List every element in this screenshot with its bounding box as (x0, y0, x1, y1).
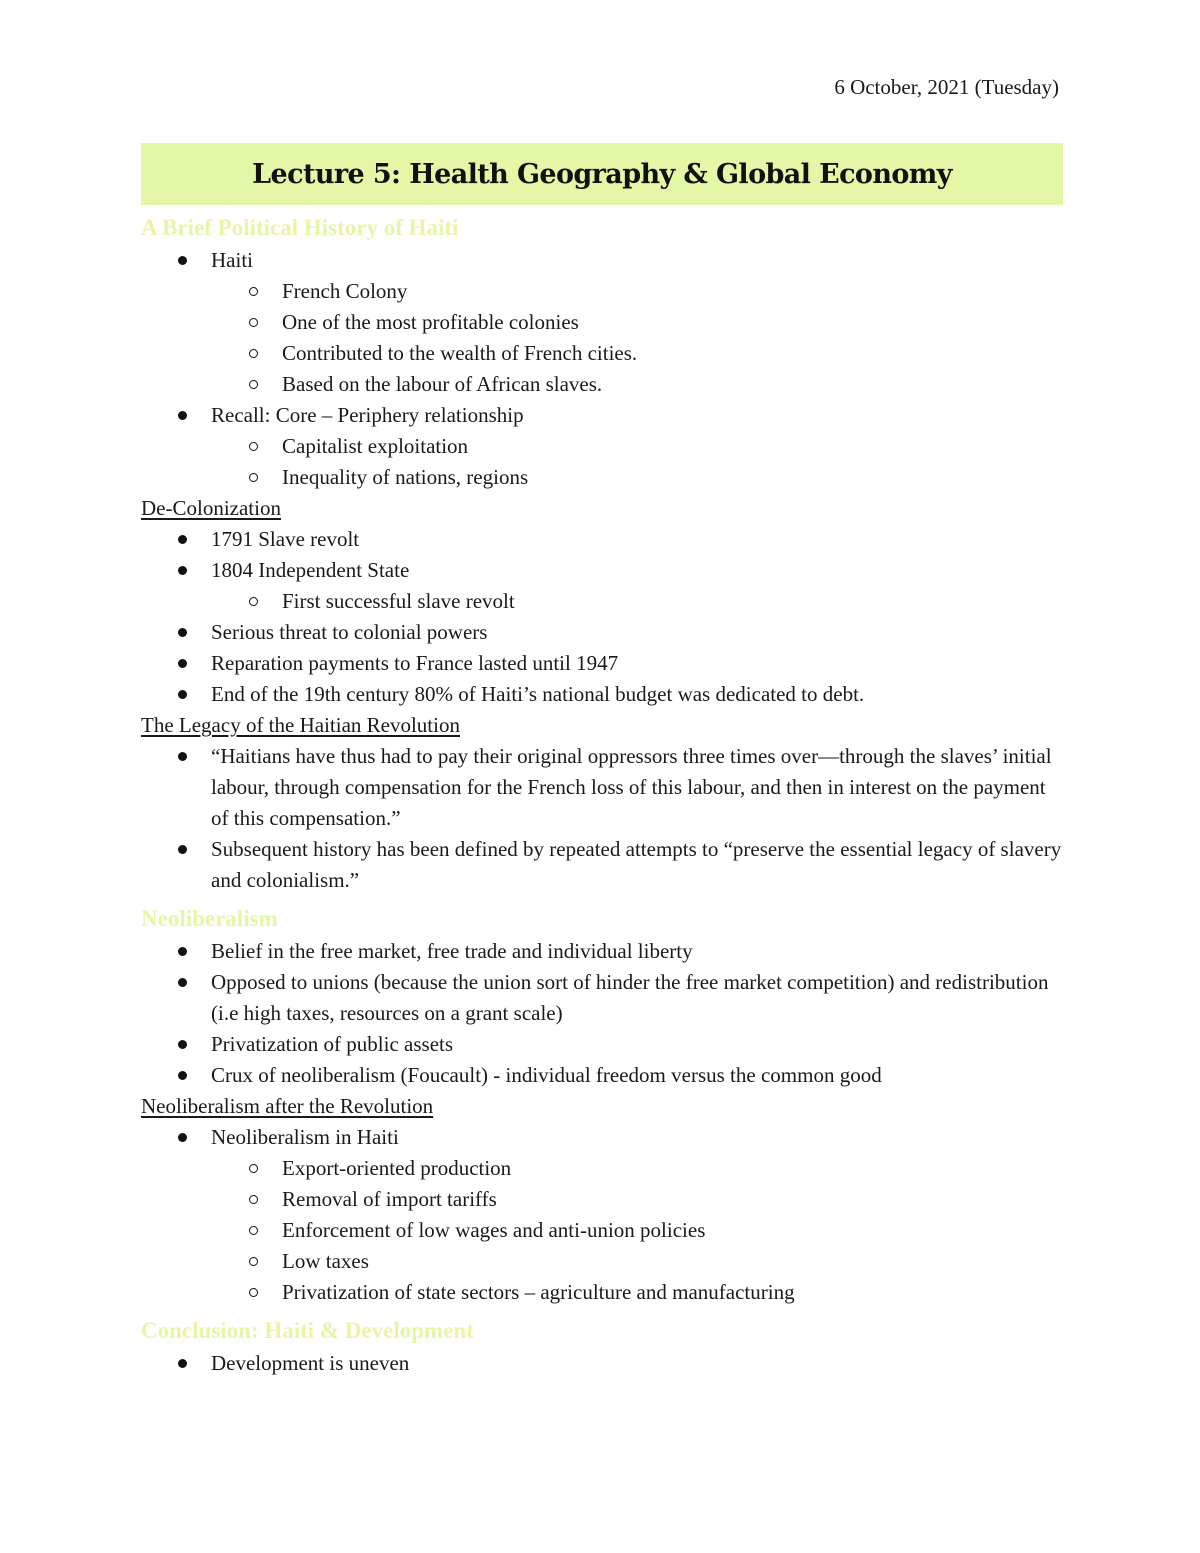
title-banner (141, 143, 1063, 205)
sub-list-item (282, 1184, 1063, 1215)
list-item-text: Belief in the free market, free trade and individual liberty (211, 939, 693, 963)
list-item-text: Haiti (211, 248, 253, 272)
hollow-bullet-icon (249, 380, 258, 389)
sub-list-item-text: First successful slave revolt (282, 589, 515, 613)
sub-list-item (282, 276, 1063, 307)
bullet-icon (178, 947, 187, 956)
hollow-bullet-icon (249, 473, 258, 482)
list-item-text: 1791 Slave revolt (211, 527, 360, 551)
sub-list-item-text: Inequality of nations, regions (282, 465, 529, 489)
sub-list-item-text: Export-oriented production (282, 1156, 512, 1180)
list-item (211, 1029, 1063, 1060)
list-item-text: Opposed to unions (because the union sort of hinder the free market competition) and redistribution (i.e high taxes, resources on a grant scale) (211, 970, 1049, 1025)
sub-list-item (282, 431, 1063, 462)
sub-heading-legacy: The Legacy of the Haitian Revolution (141, 713, 460, 737)
sub-list-item (282, 307, 1063, 338)
list-item-text: 1804 Independent State (211, 558, 410, 582)
bullet-icon (178, 659, 187, 668)
bullet-icon (178, 1040, 187, 1049)
section-heading-history: A Brief Political History of Haiti (141, 215, 459, 240)
hollow-bullet-icon (249, 1226, 258, 1235)
bullet-icon (178, 1133, 187, 1142)
section-history (141, 211, 1063, 493)
list-item (211, 967, 1063, 1029)
hollow-bullet-icon (249, 287, 258, 296)
hollow-bullet-icon (249, 1288, 258, 1297)
list-conclusion (141, 1348, 1063, 1379)
sub-list-item (282, 1277, 1063, 1308)
list-item (211, 741, 1063, 834)
sub-list-item (282, 369, 1063, 400)
section-after-revolution (141, 1091, 1063, 1308)
bullet-icon (178, 256, 187, 265)
section-decolonization (141, 493, 1063, 710)
list-item (211, 617, 1063, 648)
section-neoliberalism (141, 902, 1063, 1091)
bullet-icon (178, 1359, 187, 1368)
sub-list-item-text: One of the most profitable colonies (282, 310, 579, 334)
section-conclusion (141, 1314, 1063, 1379)
hollow-bullet-icon (249, 597, 258, 606)
list-item (211, 245, 1063, 276)
list-item-text: Reparation payments to France lasted until 1947 (211, 651, 619, 675)
bullet-icon (178, 566, 187, 575)
list-item (211, 648, 1063, 679)
sub-list (211, 276, 1063, 400)
list-neoliberalism (141, 936, 1063, 1091)
list-item (211, 679, 1063, 710)
section-heading-neoliberalism: Neoliberalism (141, 906, 278, 931)
bullet-icon (178, 535, 187, 544)
sub-list-item-text: Contributed to the wealth of French cities. (282, 341, 638, 365)
hollow-bullet-icon (249, 442, 258, 451)
list-item-text: Subsequent history has been defined by repeated attempts to “preserve the essential legacy of slavery and colonialism.” (211, 837, 1062, 892)
sub-list-item-text: Removal of import tariffs (282, 1187, 497, 1211)
list-item (211, 1348, 1063, 1379)
hollow-bullet-icon (249, 318, 258, 327)
list-item-text: Development is uneven (211, 1351, 410, 1375)
bullet-icon (178, 845, 187, 854)
sub-heading-decolonization: De-Colonization (141, 496, 281, 520)
list-item-text: Crux of neoliberalism (Foucault) - individual freedom versus the common good (211, 1063, 882, 1087)
list-item (211, 936, 1063, 967)
sub-list-item-text: Based on the labour of African slaves. (282, 372, 603, 396)
list-after-revolution (141, 1122, 1063, 1308)
list-legacy (141, 741, 1063, 896)
bullet-icon (178, 628, 187, 637)
sub-list (211, 1153, 1063, 1308)
lecture-date: 6 October, 2021 (Tuesday) (834, 75, 1059, 99)
section-legacy (141, 710, 1063, 896)
sub-heading-after-revolution: Neoliberalism after the Revolution (141, 1094, 434, 1118)
sub-list-item-text: Capitalist exploitation (282, 434, 469, 458)
document-page (141, 72, 1063, 1379)
list-item (211, 524, 1063, 555)
page-title: Lecture 5: Health Geography & Global Economy (252, 158, 952, 190)
sub-list-item (282, 1153, 1063, 1184)
sub-list-item-text: Privatization of state sectors – agriculture and manufacturing (282, 1280, 795, 1304)
bullet-icon (178, 752, 187, 761)
sub-list-item-text: French Colony (282, 279, 408, 303)
sub-list-item (282, 338, 1063, 369)
bullet-icon (178, 978, 187, 987)
list-item (211, 555, 1063, 586)
sub-list-item (282, 1246, 1063, 1277)
hollow-bullet-icon (249, 1257, 258, 1266)
section-heading-conclusion: Conclusion: Haiti & Development (141, 1318, 474, 1343)
list-decolonization (141, 524, 1063, 710)
list-item-text: “Haitians have thus had to pay their original oppressors three times over—through the slaves’ initial labour, through compensation for the French loss of this labour, and then in interest on the payment of this compensation.” (211, 744, 1052, 830)
sub-list (211, 586, 1063, 617)
list-item (211, 1060, 1063, 1091)
sub-list-item (282, 586, 1063, 617)
bullet-icon (178, 1071, 187, 1080)
hollow-bullet-icon (249, 349, 258, 358)
bullet-icon (178, 411, 187, 420)
sub-list-item (282, 1215, 1063, 1246)
list-item-text: Serious threat to colonial powers (211, 620, 488, 644)
list-item (211, 834, 1063, 896)
hollow-bullet-icon (249, 1164, 258, 1173)
list-item-text: Privatization of public assets (211, 1032, 454, 1056)
sub-list-item-text: Low taxes (282, 1249, 369, 1273)
sub-list (211, 431, 1063, 493)
list-history (141, 245, 1063, 493)
list-item-text: Neoliberalism in Haiti (211, 1125, 399, 1149)
sub-list-item (282, 462, 1063, 493)
bullet-icon (178, 690, 187, 699)
sub-list-item-text: Enforcement of low wages and anti-union policies (282, 1218, 706, 1242)
list-item-text: End of the 19th century 80% of Haiti’s national budget was dedicated to debt. (211, 682, 865, 706)
list-item-text: Recall: Core – Periphery relationship (211, 403, 524, 427)
list-item (211, 400, 1063, 431)
list-item (211, 1122, 1063, 1153)
hollow-bullet-icon (249, 1195, 258, 1204)
